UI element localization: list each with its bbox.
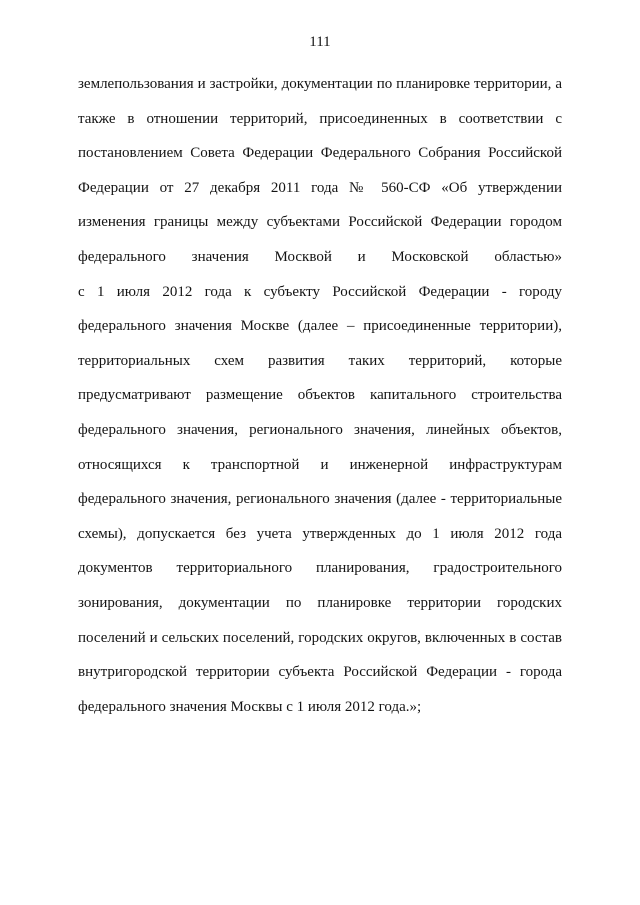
text-line: Федерации от 27 декабря 2011 года № 560-СФ «Об утверждении — [78, 179, 562, 196]
text-line: схемы), допускается без учета утвержденных до 1 июля 2012 года — [78, 525, 562, 542]
text-line: документов территориального планирования, градостроительного — [78, 560, 562, 577]
text-line: территориальных схем развития таких территорий, которые — [78, 352, 562, 369]
text-line: зонирования, документации по планировке территории городских — [78, 594, 562, 611]
text-line-last: федерального значения Москвы с 1 июля 2012 года.»; — [78, 698, 422, 715]
text-line: федерального значения, регионального значения, линейных объектов, — [78, 421, 562, 438]
text-line: предусматривают размещение объектов капитального строительства — [78, 387, 562, 404]
text-line: поселений и сельских поселений, городских округов, включенных в состав — [78, 629, 562, 646]
document-body — [78, 76, 562, 733]
text-line: также в отношении территорий, присоединенных в соответствии с — [78, 110, 562, 127]
text-line: федерального значения Москвой и Московской областью» — [78, 248, 562, 265]
text-line: федерального значения, регионального значения (далее - территориальные — [78, 491, 562, 508]
text-line: федерального значения Москве (далее – присоединенные территории), — [78, 318, 562, 335]
page-number: 111 — [309, 34, 331, 50]
text-line: относящихся к транспортной и инженерной инфраструктурам — [78, 456, 562, 473]
text-line: изменения границы между субъектами Российской Федерации городом — [78, 214, 562, 231]
text-line: внутригородской территории субъекта Российской Федерации - города — [78, 664, 562, 681]
text-line: с 1 июля 2012 года к субъекту Российской Федерации - городу — [78, 283, 562, 300]
text-line: землепользования и застройки, документации по планировке территории, а — [78, 76, 562, 92]
text-line: постановлением Совета Федерации Федерального Собрания Российской — [78, 145, 562, 162]
